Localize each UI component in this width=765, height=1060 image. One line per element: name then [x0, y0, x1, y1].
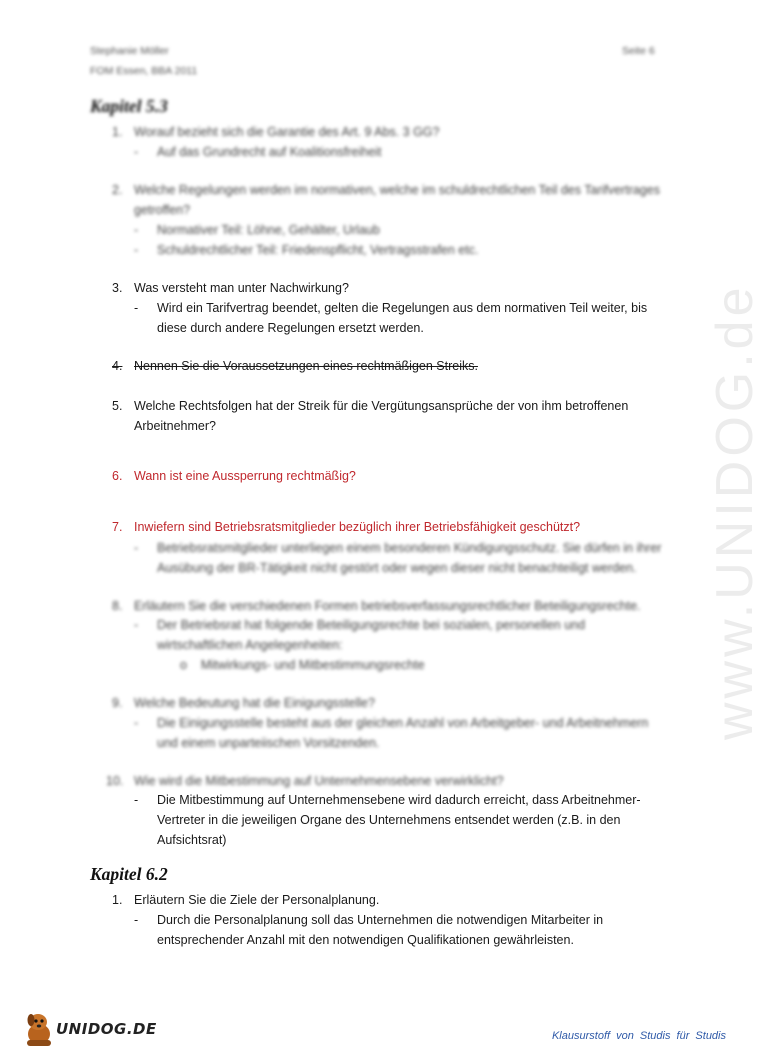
answer-8: - Der Betriebsrat hat folgende Beteiligungsrechte bei sozialen, personellen und wirtschaftlichen Angelegenheiten:: [134, 618, 586, 652]
question-5: 5. Welche Rechtsfolgen hat der Streik für die Vergütungsansprüche der von ihm betroffenen Arbeitnehmer?: [112, 399, 629, 433]
footer-claim: Klausurstoff von Studis für Studis: [551, 1030, 726, 1042]
header-author: Stephanie Möller: [90, 45, 169, 57]
header-school: FOM Essen, BBA 2011: [90, 65, 198, 77]
question-6: 6. Wann ist eine Aussperrung rechtmäßig?: [112, 469, 356, 483]
unidog-logo[interactable]: [22, 1010, 157, 1050]
answer-7: - Betriebsratsmitglieder unterliegen einem besonderen Kündigungsschutz. Sie dürfen in ihrer Ausübung der BR-Tätigkeit nicht gestört oder wegen dieser nicht benachteiligt werden.: [134, 541, 662, 575]
watermark: www.UNIDOG.de: [706, 283, 764, 740]
question-2: 2. Welche Regelungen werden im normativen, welche im schuldrechtlichen Teil des Tarifvertrages getroffen?: [112, 183, 660, 217]
chapter-6-2-question-1: 1. Erläutern Sie die Ziele der Personalplanung.: [112, 893, 380, 907]
answer-2-line-1: - Normativer Teil: Löhne, Gehälter, Urlaub: [134, 223, 380, 237]
answer-10: - Die Mitbestimmung auf Unternehmensebene wird dadurch erreicht, dass Arbeitnehmer-Vertreter in die jeweiligen Organe des Unternehmens entsendet werden (z.B. in den Aufsichtsrat): [134, 793, 641, 847]
chapter-5-3-heading: Kapitel 5.3: [90, 96, 168, 116]
logo-text: UNIDOG.DE: [56, 1020, 157, 1038]
answer-2-line-2: - Schuldrechtlicher Teil: Friedenspflicht, Vertragsstrafen etc.: [134, 243, 479, 257]
dog-icon: [22, 1010, 56, 1048]
answer-3: - Wird ein Tarifvertrag beendet, gelten die Regelungen aus dem normativen Teil weiter, bis diese durch andere Regelungen ersetzt werden.: [134, 301, 648, 335]
answer-9: - Die Einigungsstelle besteht aus der gleichen Anzahl von Arbeitgeber- und Arbeitnehmern und einem unparteiischen Vorsitzenden.: [134, 716, 649, 750]
question-7: 7. Inwiefern sind Betriebsratsmitglieder bezüglich ihrer Betriebsfähigkeit geschützt?: [112, 520, 581, 534]
question-4-struck: 4. Nennen Sie die Voraussetzungen eines rechtmäßigen Streiks.: [112, 359, 478, 373]
answer-8-sub-item: o Mitwirkungs- und Mitbestimmungsrechte: [180, 658, 425, 672]
question-8: 8. Erläutern Sie die verschiedenen Formen betriebsverfassungsrechtlicher Beteiligungsrechte.: [112, 599, 641, 613]
header-page-number: Seite 6: [622, 45, 655, 57]
question-3: 3. Was versteht man unter Nachwirkung?: [112, 281, 349, 295]
answer-1: - Auf das Grundrecht auf Koalitionsfreiheit: [134, 145, 382, 159]
chapter-6-2-heading: Kapitel 6.2: [90, 864, 168, 884]
question-10: 10. Wie wird die Mitbestimmung auf Unternehmensebene verwirklicht?: [106, 774, 504, 788]
chapter-6-2-answer-1: - Durch die Personalplanung soll das Unternehmen die notwendigen Mitarbeiter in entsprechender Anzahl mit den notwendigen Qualifikationen gewährleisten.: [134, 913, 604, 947]
question-9: 9. Welche Bedeutung hat die Einigungsstelle?: [112, 696, 375, 710]
question-1: 1. Worauf bezieht sich die Garantie des Art. 9 Abs. 3 GG?: [112, 125, 440, 139]
